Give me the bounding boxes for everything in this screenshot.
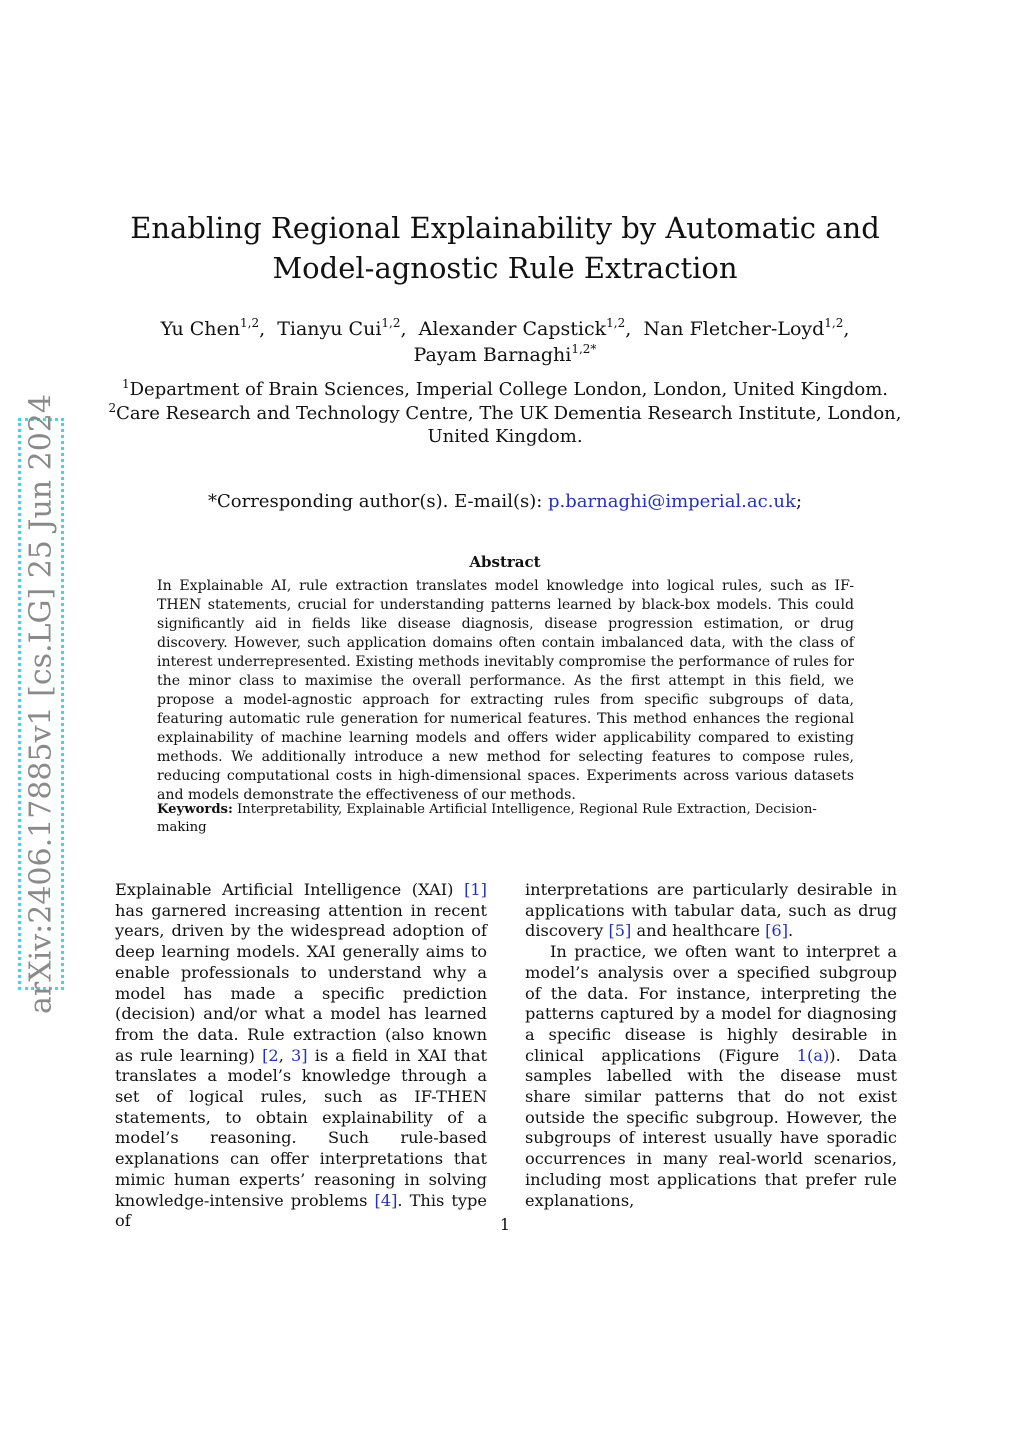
citation-link[interactable]: [2 bbox=[262, 1045, 279, 1065]
affiliation-2-cont: United Kingdom. bbox=[427, 426, 583, 447]
paragraph: interpretations are particularly desirable in applications with tabular data, such as drug discovery [5] and healthcare [6]. bbox=[525, 880, 897, 941]
author-name: Nan Fletcher-Loyd bbox=[643, 318, 825, 340]
affiliation-2: $^2$Care Research and Technology Centre, The UK Dementia Research Institute, London, bbox=[108, 400, 902, 424]
citation-link[interactable]: [1] bbox=[464, 880, 487, 899]
citation-link[interactable]: [4] bbox=[374, 1190, 398, 1210]
citation-link[interactable]: [6] bbox=[765, 921, 789, 941]
paragraph: In practice, we often want to interpret a model’s analysis over a specified subgroup of the data. For instance, interpreting the patterns captured by a model for diagnosing a specific disease is highly desirable in clinical applications (Figure 1(a)). Data samples labelled with the disease must share similar patterns that do not exist outside the specific subgroup. However, the subgroups of interest usually have sporadic occurrences in many real-world scenarios, including most applications that prefer rule explanations, bbox=[525, 942, 897, 1210]
corresponding-author: *Corresponding author(s). E-mail(s): p.barnaghi@imperial.ac.uk; bbox=[207, 491, 803, 512]
author-affil-sup: 1,2 bbox=[824, 316, 844, 330]
author-affil-sup: 1,2 bbox=[606, 316, 626, 330]
keywords-label: Keywords: bbox=[157, 802, 233, 817]
title-line-2: Model-agnostic Rule Extraction bbox=[272, 251, 738, 285]
author-name: Tianyu Cui bbox=[277, 318, 382, 340]
affiliation-1: $^1$Department of Brain Sciences, Imperial College London, London, United Kingdom. bbox=[121, 377, 889, 400]
citation-link[interactable]: [5] bbox=[608, 921, 632, 941]
title-line-1: Enabling Regional Explainability by Automatic and bbox=[130, 211, 880, 245]
author-name: Yu Chen bbox=[160, 318, 240, 340]
paragraph: Explainable Artificial Intelligence (XAI) [1] has garnered increasing attention in recent years, driven by the widespread adoption of deep learning models. XAI generally aims to enable professionals to understand why a model has made a specific prediction (decision) and/or what a model has learned from the data. Rule extraction (also known as rule learning) [2, 3] is a field in XAI that translates a model’s knowledge through a set of logical rules, such as IF-THEN statements, to obtain explainability of a model’s reasoning. Such rule-based explanations can offer interpretations that mimic human experts’ reasoning in solving knowledge-intensive problems [4]. This type of bbox=[115, 880, 487, 1231]
author-list: Yu Chen$^{1,2}$, Tianyu Cui$^{1,2}$, Alexander Capstick$^{1,2}$, Nan Fletcher-Loyd$^{1,2}$, Payam Barnaghi$^{1,2*}$ bbox=[160, 316, 850, 366]
page-number: 1 bbox=[499, 1215, 511, 1234]
arxiv-stamp[interactable]: arXiv:2406.17885v1 [cs.LG] 25 Jun 2024 bbox=[23, 394, 59, 1014]
email-link[interactable]: p.barnaghi@imperial.ac.uk bbox=[548, 491, 796, 512]
abstract-body: In Explainable AI, rule extraction translates model knowledge into logical rules, such as IF-THEN statements, crucial for understanding patterns learned by black-box models. This could significantly aid in fields like disease diagnosis, disease progression estimation, or drug discovery. However, such application domains often contain imbalanced data, with the class of interest underrepresented. Existing methods inevitably compromise the performance of rules for the minor class to maximise the overall performance. As the first attempt in this field, we propose a model-agnostic approach for extracting rules from specific subgroups of data, featuring automatic rule generation for numerical features. This method enhances the regional explainability of machine learning models and offers wider applicability compared to existing methods. We additionally introduce a new method for selecting features to compose rules, reducing computational costs in high-dimensional spaces. Experiments across various datasets and models demonstrate the effectiveness of our methods. bbox=[157, 578, 854, 803]
abstract-heading: Abstract bbox=[469, 553, 541, 571]
author-name: Alexander Capstick bbox=[418, 318, 607, 340]
corresponding-label: *Corresponding author(s). E-mail(s): bbox=[207, 491, 543, 512]
affiliations bbox=[0, 378, 1010, 449]
paper-title bbox=[0, 208, 1010, 288]
keywords bbox=[157, 801, 857, 837]
author-name: Payam Barnaghi bbox=[413, 344, 572, 366]
author-affil-sup: 1,2 bbox=[240, 316, 260, 330]
keywords-text: Interpretability, Explainable Artificial Intelligence, Regional Rule Extraction, Decision-making bbox=[157, 802, 817, 835]
author-affil-sup: 1,2 bbox=[381, 316, 401, 330]
body-column-right bbox=[525, 880, 897, 1211]
figure-link[interactable]: 1(a) bbox=[796, 1045, 830, 1065]
body-column-left bbox=[115, 880, 487, 1232]
citation-link[interactable]: 3] bbox=[290, 1045, 308, 1065]
author-affil-sup: 1,2* bbox=[571, 342, 597, 356]
